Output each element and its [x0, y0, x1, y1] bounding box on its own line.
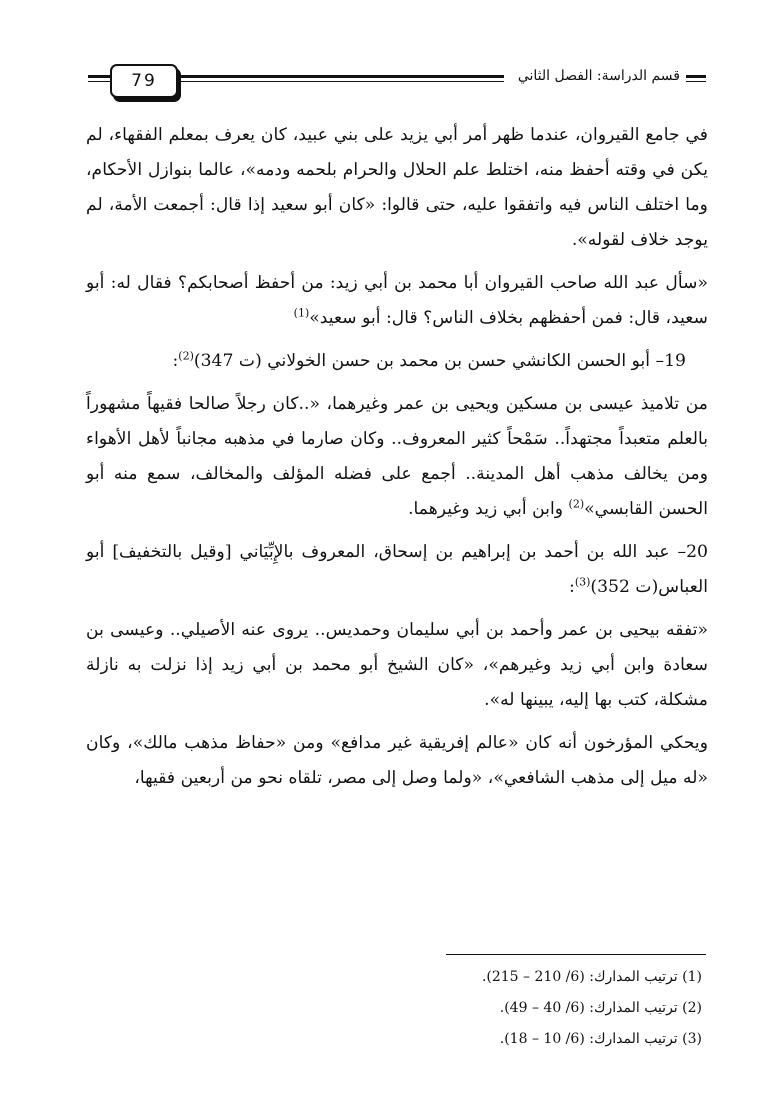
- footnote-ref-3[interactable]: (3): [574, 575, 591, 589]
- footnote-separator: [446, 954, 706, 955]
- running-title: قسم الدراسة: الفصل الثاني: [517, 68, 680, 84]
- page-number: 79: [110, 64, 178, 98]
- header-rule-right-thin: [686, 81, 706, 82]
- footnote-ref-1[interactable]: (1): [293, 306, 310, 320]
- paragraph-4-text: من تلاميذ عيسى بن مسكين ويحيى بن عمر وغيرهما، «..كان رجلاً صالحا فقيهاً مشهوراً بالعلم متعبداً مجتهداً.. سَمْحاً كثير المعروف.. وكان صارما في مذهبه مجانباً لأهل الأهواء ومن يخالف مذهب أهل المدينة.. أجمع على فضله المؤلف والمخالف، سمع منه أبو الحسن القابسي»: [86, 394, 708, 519]
- entry-19-heading: [86, 344, 708, 379]
- footnote-3: (3) ترتيب المدارك: (6/ 10 – 18).: [499, 1031, 702, 1047]
- paragraph-4: [86, 387, 708, 527]
- entry-19-text: 19– أبو الحسن الكانشي حسن بن محمد بن حسن الخولاني (ت 347): [193, 351, 686, 371]
- entry-20-heading: [86, 535, 708, 605]
- entry-19-colon: :: [172, 351, 179, 371]
- entry-20-colon: :: [569, 577, 575, 597]
- paragraph-2-text: «سأل عبد الله صاحب القيروان أبا محمد بن أبي زيد: من أحفظ أصحابكم؟ فقال له: أبو سعيد، قال: فمن أحفظهم بخلاف الناس؟ قال: أبو سعيد»: [86, 273, 708, 328]
- entry-20-text: 20– عبد الله بن أحمد بن إبراهيم بن إسحاق، المعروف بالإِبِّيَاني [وقيل بالتخفيف] أبو العباس(ت 352): [86, 542, 708, 597]
- main-text: [86, 118, 708, 796]
- page-header: [88, 60, 706, 100]
- paragraph-6: «تفقه بيحيى بن عمر وأحمد بن أبي سليمان وحمديس.. يروى عنه الأصيلي.. وعيسى بن سعادة وابن أبي زيد وغيرهم»، «كان الشيخ أبو محمد بن أبي زيد إذا نزلت به نازلة مشكلة، كتب بها إليه، يبينها له».: [86, 620, 708, 710]
- header-rule-right: [686, 75, 706, 78]
- header-rule-main-thin: [174, 81, 504, 82]
- header-rule-main: [174, 75, 504, 78]
- footnote-ref-2a[interactable]: (2): [178, 349, 194, 363]
- paragraph-1: في جامع القيروان، عندما ظهر أمر أبي يزيد على بني عبيد، كان يعرف بمعلم الفقهاء، لم يكن في وقته أحفظ منه، اختلط علم الحلال والحرام بلحمه ودمه»، عالما بنوازل الأحكام، وما اختلف الناس فيه واتفقوا عليه، حتى قالوا: «كان أبو سعيد إذا قال: أجمعت الأمة، لم يوجد خلاف لقوله».: [86, 125, 708, 250]
- footnote-2: (2) ترتيب المدارك: (6/ 40 – 49).: [499, 1000, 702, 1016]
- paragraph-4-end: وابن أبي زيد وغيرهما.: [408, 499, 569, 519]
- footnote-1: (1) ترتيب المدارك: (6/ 210 – 215).: [481, 969, 702, 985]
- footnote-ref-2b[interactable]: (2): [568, 497, 585, 511]
- paragraph-2: [86, 266, 708, 336]
- paragraph-7: ويحكي المؤرخون أنه كان «عالم إفريقية غير مدافع» ومن «حفاظ مذهب مالك»، وكان «له ميل إلى مذهب الشافعي»، «ولما وصل إلى مصر، تلقاه نحو من أربعين فقيها،: [86, 733, 708, 788]
- footnotes: [150, 962, 706, 1055]
